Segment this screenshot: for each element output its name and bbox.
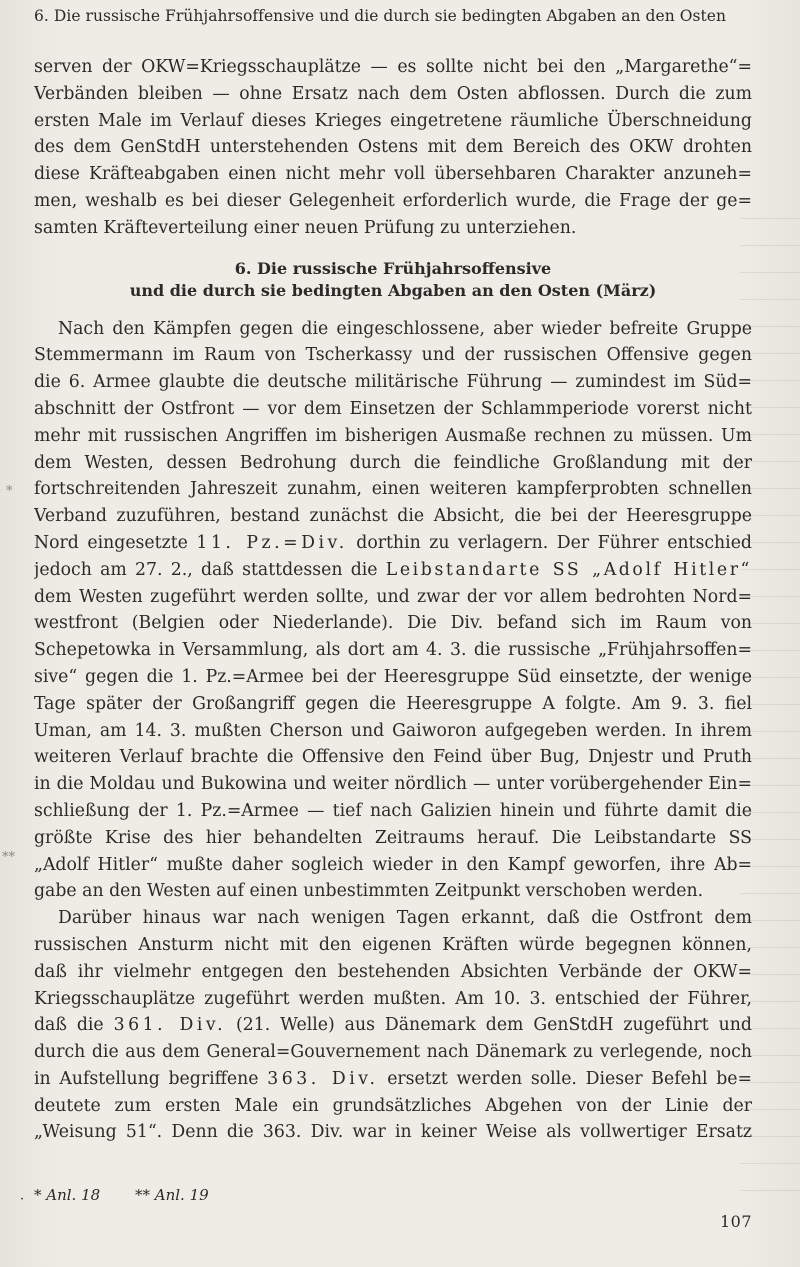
text-line (34, 530, 752, 557)
paragraph-ostfront (34, 905, 752, 1146)
spaced-unit-name: 363. Div. (267, 1068, 379, 1089)
text-line: sive“ gegen die 1. Pz.=Armee bei der Heeresgruppe Süd einsetzte, der wenige (34, 666, 752, 687)
text-line: samten Kräfteverteilung einer neuen Prüfung zu unterziehen. (34, 217, 577, 238)
page-number: 107 (719, 1212, 752, 1231)
text-line: daß ihr vielmehr entgegen den bestehenden Absichten Verbände der OKW= (34, 961, 752, 982)
text-line: „Adolf Hitler“ mußte daher sogleich wieder in den Kampf geworfen, ihre Ab= (34, 854, 752, 875)
text-fragment: (21. Welle) aus Dänemark dem GenStdH zugeführt und (226, 1015, 752, 1036)
text-line: die 6. Armee glaubte die deutsche militärische Führung — zumindest im Süd= (34, 372, 752, 393)
text-line (34, 1066, 752, 1093)
text-line: deutete zum ersten Male ein grundsätzliches Abgehen von der Linie der (34, 1095, 752, 1116)
text-line (34, 1012, 752, 1039)
footnote-dot: · (20, 1192, 25, 1207)
text-line: Schepetowka in Versammlung, als dort am 4. 3. die russische „Frühjahrsoffen= (34, 640, 752, 661)
main-text (34, 54, 752, 1146)
text-line: westfront (Belgien oder Niederlande). Die Div. befand sich im Raum von (34, 613, 752, 634)
footnotes (34, 1186, 239, 1204)
text-line: Tage später der Großangriff gegen die Heeresgruppe A folgte. Am 9. 3. fiel (34, 693, 752, 714)
paragraph-offensive (34, 316, 752, 906)
text-line: Uman, am 14. 3. mußten Cherson und Gaiworon aufgegeben werden. In ihrem (34, 720, 752, 741)
text-line: russischen Ansturm nicht mit den eigenen Kräften würde begegnen können, (34, 934, 752, 955)
text-line: fortschreitenden Jahreszeit zunahm, einen weiteren kampferprobten schnellen (34, 479, 752, 500)
text-line: gabe an den Westen auf einen unbestimmten Zeitpunkt verschoben werden. (34, 881, 704, 902)
text-fragment: Nord eingesetzte (34, 532, 197, 553)
text-line: Kriegsschauplätze zugeführt werden mußten. Am 10. 3. entschied der Führer, (34, 988, 752, 1009)
text-line: Verbänden bleiben — ohne Ersatz nach dem Osten abflossen. Durch die zum (34, 83, 752, 104)
text-line: abschnitt der Ostfront — vor dem Einsetzen der Schlammperiode vorerst nicht (34, 398, 752, 419)
text-line: des dem GenStdH unterstehenden Ostens mit dem Bereich des OKW drohten (34, 137, 752, 158)
spaced-unit-name: 11. Pz.=Div. (196, 532, 348, 553)
text-line: dem Westen, dessen Bedrohung durch die feindliche Großlandung mit der (34, 452, 752, 473)
text-fragment: jedoch am 27. 2., daß stattdessen die (34, 559, 386, 580)
footnote-1: * Anl. 18 (34, 1186, 101, 1204)
text-line: Verband zuzuführen, bestand zunächst die Absicht, die bei der Heeresgruppe (34, 506, 752, 527)
section-heading-line-1: 6. Die russische Frühjahrsoffensive (234, 258, 552, 278)
running-head: 6. Die russische Frühjahrsoffensive und die durch sie bedingten Abgaben an den Osten (34, 7, 727, 25)
text-line: größte Krise des hier behandelten Zeitraums herauf. Die Leibstandarte SS (34, 827, 752, 848)
text-line: Stemmermann im Raum von Tscherkassy und der russischen Offensive gegen (34, 345, 752, 366)
paragraph-continuation (34, 54, 752, 242)
spaced-unit-name: Leibstandarte SS „Adolf Hitler“ (385, 559, 752, 580)
text-line: Darüber hinaus war nach wenigen Tagen erkannt, daß die Ostfront dem (58, 908, 752, 929)
footnote-2: ** Anl. 19 (134, 1186, 209, 1204)
text-fragment: ersetzt werden solle. Dieser Befehl be= (378, 1068, 752, 1089)
text-fragment: daß die (34, 1015, 114, 1036)
text-fragment: in Aufstellung begriffene (34, 1068, 268, 1089)
margin-mark-double: ** (2, 850, 15, 865)
text-line: schließung der 1. Pz.=Armee — tief nach Galizien hinein und führte damit die (34, 800, 752, 821)
spaced-unit-name: 361. Div. (113, 1015, 227, 1036)
text-fragment: dorthin zu verlagern. Der Führer entschied (347, 532, 752, 553)
text-line: in die Moldau und Bukowina und weiter nördlich — unter vorübergehender Ein= (34, 774, 752, 795)
text-line (34, 557, 752, 584)
text-line: mehr mit russischen Angriffen im bisherigen Ausmaße rechnen zu müssen. Um (34, 425, 752, 446)
text-line: serven der OKW=Kriegsschauplätze — es sollte nicht bei den „Margarethe“= (34, 57, 752, 77)
text-line: dem Westen zugeführt werden sollte, und zwar der vor allem bedrohten Nord= (34, 586, 752, 607)
text-line: weiteren Verlauf brachte die Offensive den Feind über Bug, Dnjestr und Pruth (34, 747, 752, 768)
section-heading (34, 258, 752, 302)
section-heading-line-2: und die durch sie bedingten Abgaben an den Osten (März) (129, 280, 657, 300)
text-line: men, weshalb es bei dieser Gelegenheit erforderlich wurde, die Frage der ge= (34, 190, 752, 211)
margin-mark-single: * (6, 484, 13, 499)
text-line: Nach den Kämpfen gegen die eingeschlossene, aber wieder befreite Gruppe (58, 318, 752, 339)
text-line: ersten Male im Verlauf dieses Krieges eingetretene räumliche Überschneidung (34, 110, 752, 131)
text-line: durch die aus dem General=Gouvernement nach Dänemark zu verlegende, noch (34, 1042, 752, 1063)
text-line: diese Kräfteabgaben einen nicht mehr voll übersehbaren Charakter anzuneh= (34, 164, 752, 185)
text-line: „Weisung 51“. Denn die 363. Div. war in keiner Weise als vollwertiger Ersatz (34, 1122, 752, 1143)
